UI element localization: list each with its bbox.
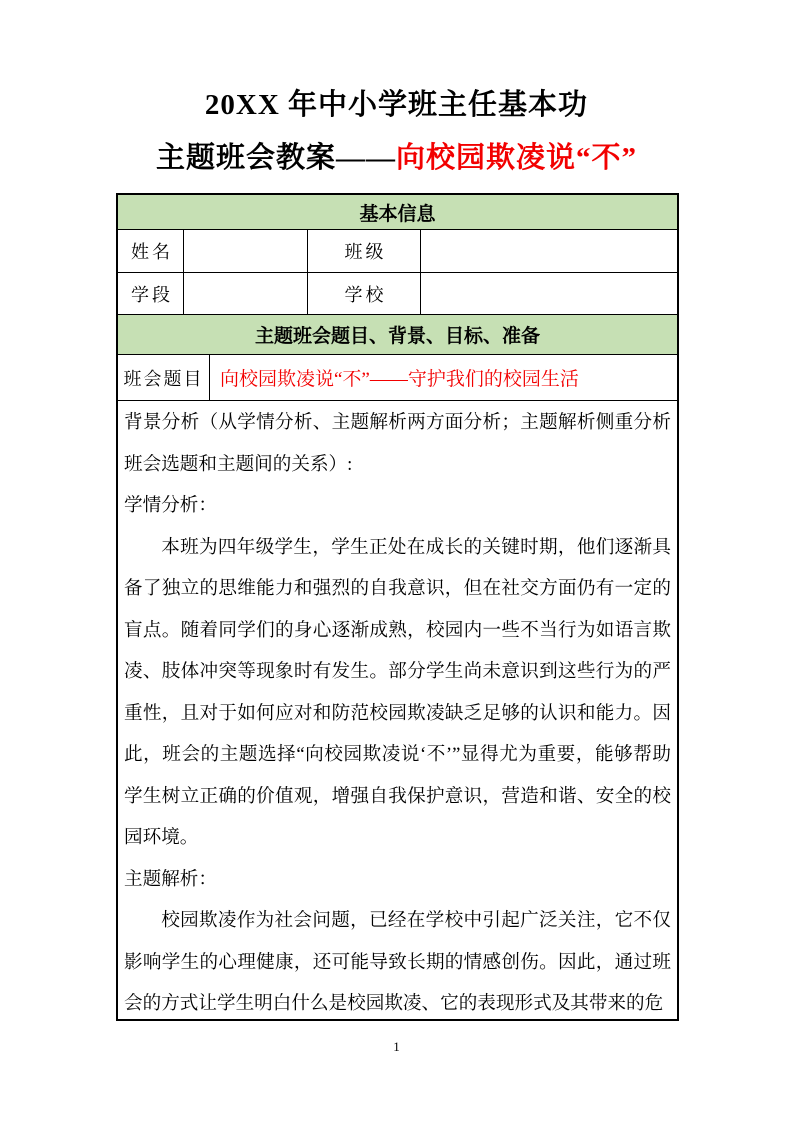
theme-analysis-title: 主题解析： xyxy=(124,868,217,890)
title-line2-red: 向校园欺凌说“不” xyxy=(396,142,638,174)
table-row-stage-school xyxy=(118,273,677,315)
section-header-topic-background xyxy=(118,315,677,355)
school-label: 学校 xyxy=(308,273,421,314)
table-row-topic xyxy=(118,355,677,401)
stage-label: 学段 xyxy=(118,273,184,314)
lesson-plan-table xyxy=(116,193,679,1021)
title-line2-black: 主题班会教案—— xyxy=(155,142,396,174)
page-number: 1 xyxy=(393,1039,400,1054)
student-analysis-title: 学情分析： xyxy=(124,495,217,516)
name-label: 姓名 xyxy=(118,230,184,272)
student-analysis-text: 本班为四年级学生，学生正处在成长的关键时期，他们逐渐具备了独立的思维能力和强烈的自我意识，但在社交方面仍有一定的盲点。随着同学们的身心逐渐成熟，校园内一些不当行为如语言欺凌、肢体冲突等现象时有发生。部分学生尚未意识到这些行为的严重性，且对于如何应对和防范校园欺凌缺乏足够的认识和能力。因此，班会的主题选择“向校园欺凌说‘不’”显得尤为重要，能够帮助学生树立正确的价值观，增强自我保护意识，营造和谐、安全的校园环境。 xyxy=(124,536,671,848)
table-row-name-class xyxy=(118,230,677,273)
class-value-cell xyxy=(421,230,677,272)
class-label: 班级 xyxy=(308,230,421,272)
name-value-cell xyxy=(184,230,308,272)
stage-value-cell xyxy=(184,273,308,314)
theme-analysis-text: 校园欺凌作为社会问题，已经在学校中引起广泛关注，它不仅影响学生的心理健康，还可能导致长期的情感创伤。因此，通过班会的方式让学生明白什么是校园欺凌、它的表现形式及其带来的危 xyxy=(124,910,671,1014)
section-header-topic-background-label: 主题班会题目、背景、目标、准备 xyxy=(254,326,540,347)
section-header-basic-info-label: 基本信息 xyxy=(359,203,436,225)
topic-value: 向校园欺凌说“不”——守护我们的校园生活 xyxy=(220,369,579,390)
topic-label: 班会题目 xyxy=(118,355,210,400)
background-intro: 背景分析（从学情分析、主题解析两方面分析；主题解析侧重分析班会选题和主题间的关系）: xyxy=(124,412,671,475)
school-value-cell xyxy=(421,273,677,314)
background-analysis-cell xyxy=(118,401,677,1019)
document-title-line1: 20XX 年中小学班主任基本功 xyxy=(204,89,589,121)
document-title-line2 xyxy=(0,135,793,176)
section-header-basic-info xyxy=(118,195,677,230)
